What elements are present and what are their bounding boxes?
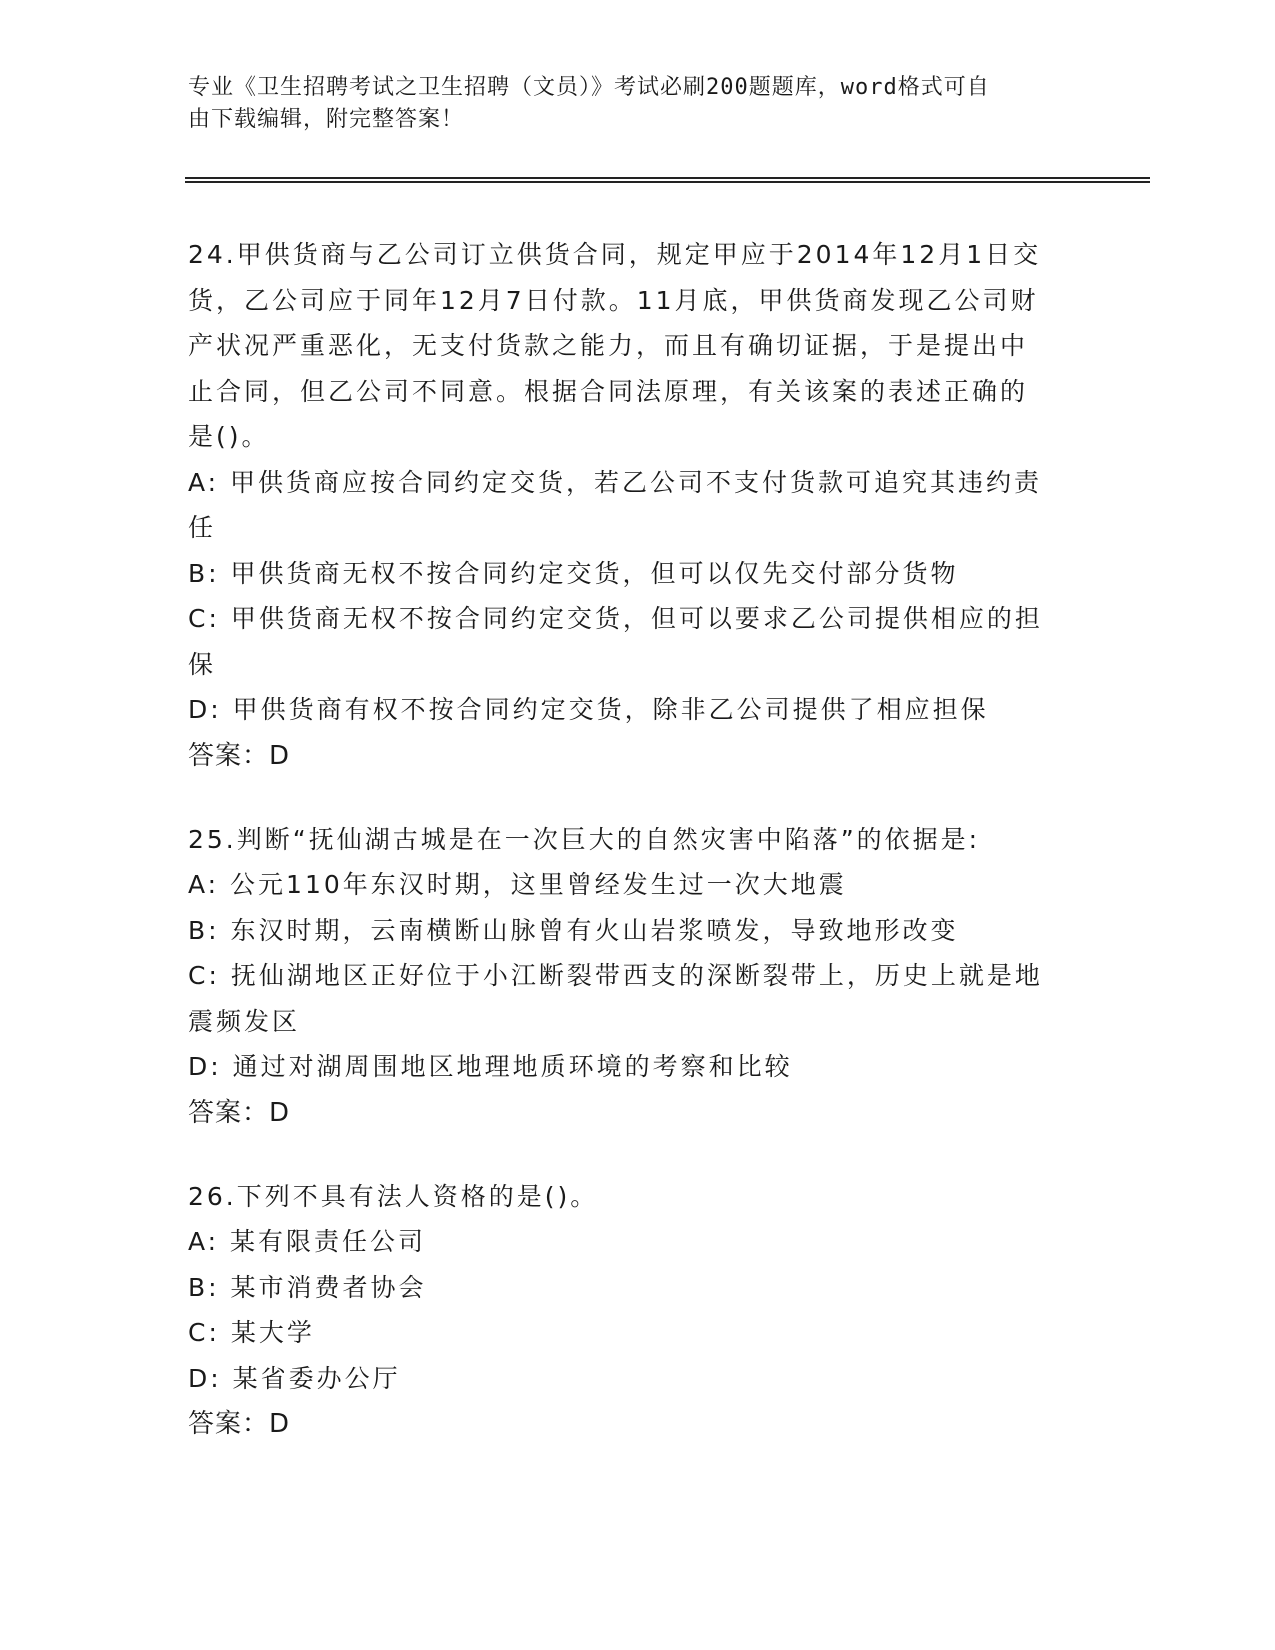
option-d-line: D: 甲供货商有权不按合同约定交货，除非乙公司提供了相应担保 xyxy=(188,695,989,724)
header-line-1: 专业《卫生招聘考试之卫生招聘（文员）》考试必刷200题题库，word格式可自 xyxy=(188,75,990,100)
question-25 xyxy=(188,817,1088,1136)
question-stem-line: 货，乙公司应于同年12月7日付款。11月底，甲供货商发现乙公司财 xyxy=(188,285,1039,315)
question-list xyxy=(188,232,1088,1485)
header-line-2: 由下载编辑，附完整答案！ xyxy=(188,107,465,132)
document-header xyxy=(188,72,1068,136)
option-d-line: D: 某省委办公厅 xyxy=(188,1363,401,1393)
header-divider xyxy=(185,177,1150,183)
question-stem-line: 25.判断“抚仙湖古城是在一次巨大的自然灾害中陷落”的依据是: xyxy=(188,824,981,854)
question-24 xyxy=(188,232,1088,779)
option-b-line: B: 东汉时期，云南横断山脉曾有火山岩浆喷发，导致地形改变 xyxy=(188,915,959,945)
question-stem-line: 24.甲供货商与乙公司订立供货合同，规定甲应于2014年12月1日交 xyxy=(188,240,1042,269)
question-26 xyxy=(188,1174,1088,1448)
option-c-line: C: 抚仙湖地区正好位于小江断裂带西支的深断裂带上，历史上就是地 xyxy=(188,961,1043,990)
option-c-line: 震频发区 xyxy=(188,1006,301,1036)
answer-line: 答案：D xyxy=(188,740,291,771)
question-stem-line: 产状况严重恶化，无支付货款之能力，而且有确切证据，于是提出中 xyxy=(188,331,1029,360)
option-d-line: D: 通过对湖周围地区地理地质环境的考察和比较 xyxy=(188,1052,793,1081)
option-b-line: B: 某市消费者协会 xyxy=(188,1272,427,1302)
option-c-line: C: 甲供货商无权不按合同约定交货，但可以要求乙公司提供相应的担 xyxy=(188,604,1043,633)
option-a-line: A: 公元110年东汉时期，这里曾经发生过一次大地震 xyxy=(188,870,847,899)
answer-line: 答案：D xyxy=(188,1097,291,1128)
answer-line: 答案：D xyxy=(188,1409,291,1439)
option-c-line: C: 某大学 xyxy=(188,1318,315,1347)
option-a-line: A: 某有限责任公司 xyxy=(188,1227,427,1256)
option-b-line: B: 甲供货商无权不按合同约定交货，但可以仅先交付部分货物 xyxy=(188,558,959,588)
option-c-line: 保 xyxy=(188,649,217,679)
question-stem-line: 26.下列不具有法人资格的是()。 xyxy=(188,1181,599,1211)
question-stem-line: 是()。 xyxy=(188,422,270,451)
question-stem-line: 止合同，但乙公司不同意。根据合同法原理，有关该案的表述正确的 xyxy=(188,376,1029,406)
option-a-line: A: 甲供货商应按合同约定交货，若乙公司不支付货款可追究其违约责 xyxy=(188,467,1043,497)
option-a-line: 任 xyxy=(188,513,217,542)
